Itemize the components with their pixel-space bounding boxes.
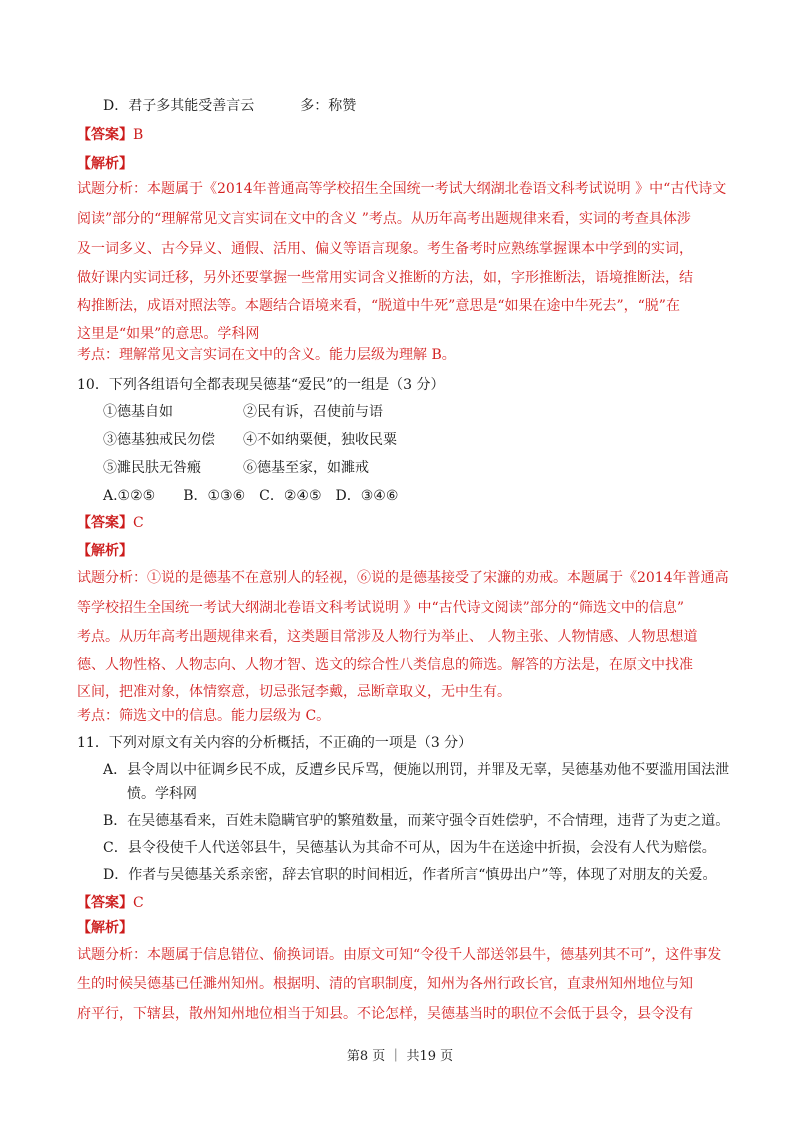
analysis-line: 阅读”部分的“理解常见文言实词在文中的含义 ”考点。从历年高考出题规律来看，实词的考查具体涉 [77,211,691,227]
q11-option-b: B．在吴德基看来，百姓未隐瞒官驴的繁殖数量，而莱守强令百姓偿驴，不合情理，违背了为吏之道。 [103,813,730,829]
answer-label: 【答案】 [77,515,133,531]
q10-item: ②民有诉，召使前与语 [243,404,383,420]
answer-value: C [133,895,144,911]
analysis-line: 德、人物性格、人物志向、人物才智、选文的综合性八类信息的筛选。解答的方法是，在原文中找准 [77,657,693,673]
analysis-line: 区间，把准对象，体情察意，切忌张冠李戴，忌断章取义，无中生有。 [77,684,511,700]
q11-option-d: D．作者与吴德基关系亲密，辞去官职的时间相近，作者所言“慎毋出户”等，体现了对朋友的关爱。 [103,867,717,883]
q10-stem: 10．下列各组语句全都表现吴德基“爱民”的一组是（3 分） [77,377,445,393]
q11-analysis-label: 【解析】 [77,920,133,936]
answer-label: 【答案】 [77,127,133,143]
page-footer: 第8 页 ｜ 共19 页 [346,1049,454,1064]
kaodian: 考点：筛选文中的信息。能力层级为 C。 [77,708,331,724]
kaodian: 考点：理解常见文言实词在文中的含义。能力层级为理解 B。 [77,347,456,363]
q10-item: ⑤濉民肤无咎瘢 [103,460,201,476]
analysis-line: 等学校招生全国统一考试大纲湖北卷语文科考试说明 》中“古代诗文阅读”部分的“筛选文中的信息” [77,600,685,616]
q11-option-a: A．县令周以中征调乡民不成，反遭乡民斥骂，便施以刑罚，并罪及无辜，吴德基劝他不要滥用国法泄 [103,762,730,778]
q9-option-d [103,96,356,116]
analysis-line: 做好课内实词迁移，另外还要掌握一些常用实词含义推断的方法，如，字形推断法，语境推断法，结 [77,270,693,286]
q11-option-c: C．县令役使千人代送邻县牛，吴德基认为其命不可从，因为牛在送途中折损，会没有人代为赔偿。 [103,840,716,856]
analysis-line: 构推断法，成语对照法等。本题结合语境来看，“脱道中牛死”意思是“如果在途中牛死去”，“脱”在 [77,298,680,314]
answer-value: B [133,127,144,143]
answer-value: C [133,515,144,531]
q10-choices: A.①②⑤ B．①③⑥ C．②④⑤ D．③④⑥ [103,488,399,504]
analysis-line: 试题分析：①说的是德基不在意别人的轻视，⑥说的是德基接受了宋濂的劝戒。本题属于《2014年普通高 [77,570,729,586]
analysis-line: 试题分析：本题属于信息错位、偷换词语。由原文可知“令役千人部送邻县牛，德基列其不可”，这件事发 [77,947,722,963]
q9-option-d-gloss: 多：称赞 [300,98,357,114]
q10-item: ④不如纳粟便，独收民粟 [243,432,397,448]
q10-item-row [103,430,397,450]
analysis-line: 这里是“如果”的意思。学科网 [77,326,260,342]
analysis-line: 生的时候吴德基已任濉州知州。根据明、清的官职制度，知州为各州行政长官，直隶州知州地位与知 [77,976,693,992]
q10-analysis-label: 【解析】 [77,543,133,559]
analysis-line: 考点。从历年高考出题规律来看，这类题目常涉及人物行为举止、 人物主张、人物情感、人物思想道 [77,629,698,645]
q9-option-d-text: D．君子多其能受善言云 [103,98,255,114]
q10-item-row [103,402,383,422]
q10-item: ⑥德基至家，如濉戒 [243,460,369,476]
q10-item-row [103,458,369,478]
answer-label: 【答案】 [77,895,133,911]
q11-answer [77,893,144,913]
analysis-line: 试题分析：本题属于《2014年普通高等学校招生全国统一考试大纲湖北卷语文科考试说明 》中“古代诗文 [77,181,727,197]
q11-stem: 11．下列对原文有关内容的分析概括，不正确的一项是（3 分） [77,735,473,751]
q9-answer [77,125,143,145]
q10-item: ①德基自如 [103,404,173,420]
q9-analysis-label: 【解析】 [77,156,133,172]
analysis-line: 及一词多义、古今异义、通假、活用、偏义等语言现象。考生备考时应熟练掌握课本中学到的实词， [77,241,693,257]
analysis-line: 府平行，下辖县，散州知州地位相当于知县。不论怎样，吴德基当时的职位不会低于县令，县令没有 [77,1006,693,1022]
q10-item: ③德基独戒民勿偿 [103,432,215,448]
q11-option-a-cont: 愤。学科网 [127,786,197,802]
q10-answer [77,513,144,533]
